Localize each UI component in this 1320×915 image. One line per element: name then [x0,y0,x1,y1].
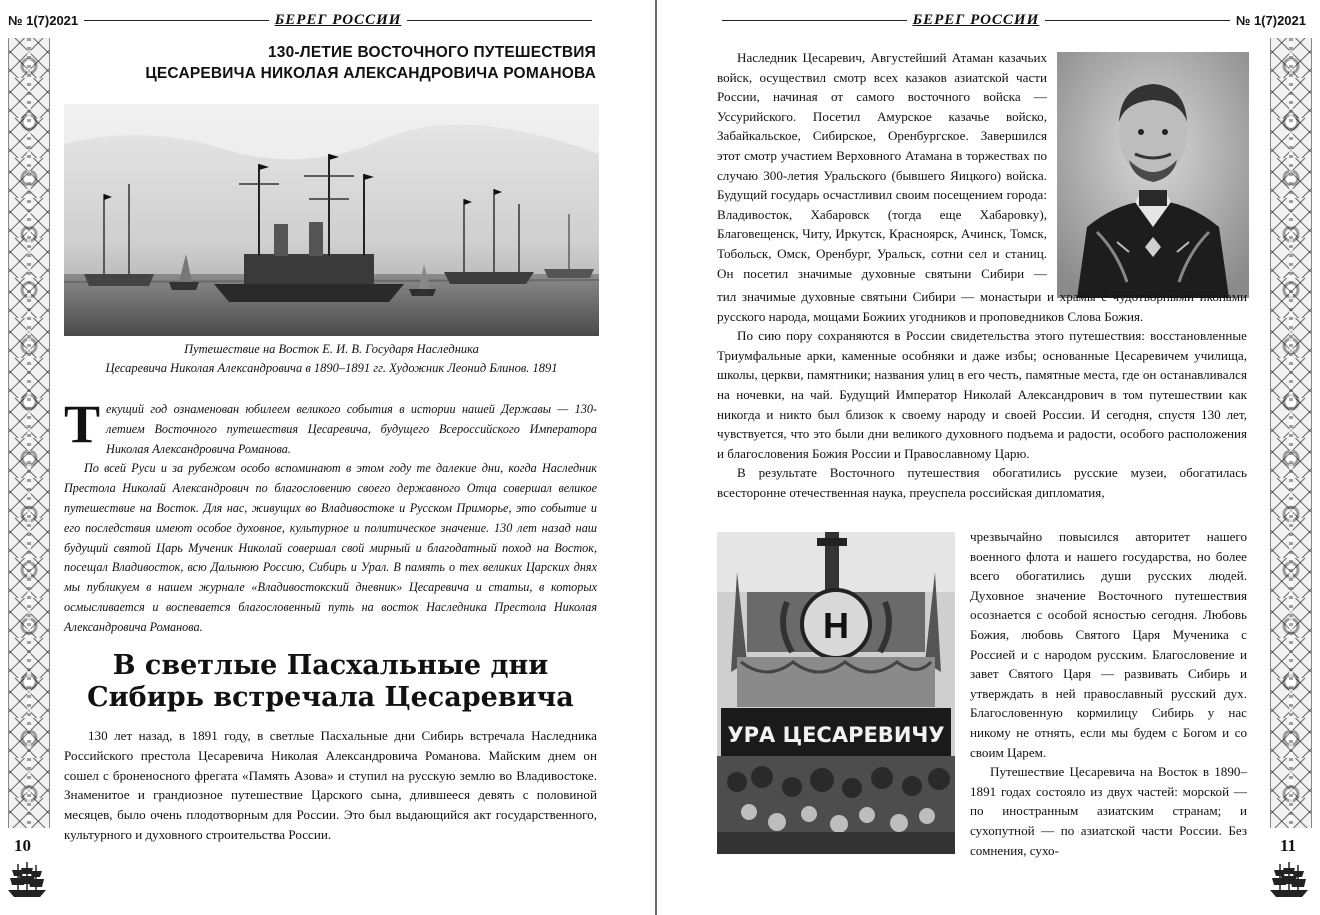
painting-fleet-image [64,104,599,336]
body-paragraph: 130 лет назад, в 1891 году, в светлые Пасхальные дни Сибирь встречала Наследника Российского престола Цесаревича Николая Александровича Романова. Майским днем он сошел с броненосного фрегата «Память Азова» и ступил на русскую землю во Владивостоке. Знаменитое и грандиозное путешествие Царского сына, длившееся девять с половиной месяцев, было очень плодотворным для России. Это был выдающийся акт государственного, культурного и духовного строительства России. [64,728,597,842]
article-title [70,42,596,84]
intro-paragraph-2: По всей Руси и за рубежом особо вспоминают в этом году те далекие дни, когда Наследник Престола Николай Александрович по благословению своего державного Отца совершал великое путешествие на Восток. Для нас, живущих во Владивостоке и Русском Приморье, это событие и его последствия имеют особое духовное, культурное и политическое значение. 130 лет назад наш будущий святой Царь Мученик Николай совершал свой мирный и благодатный поход на Восток, посещал Владивосток, всю Дальнюю Россию, Сибирь и Урал. В память о тех великих Царских днях мы публикуем в нашем журнале «Владивостокский дневник» Цесаревича и статьи, в которых осмысливается и воспевается благословенный путь на восток Наследника Престола Николая Александровича Романова. [64,461,597,634]
right-ornament-border [1270,38,1312,828]
body-paragraph: В результате Восточного путешествия обогатились русские музеи, обогатилась всесторонне отечественная наука, преуспела российская дипломатия, [717,465,1247,500]
body-text-left [64,726,597,845]
header-rule [1045,20,1230,21]
section-heading-line1: В светлые Пасхальные дни [112,650,549,681]
ship-icon [6,860,48,900]
welcome-arch-photo [717,532,955,854]
right-text-full-width [717,287,1247,503]
page-number-left: 10 [14,836,31,855]
right-text-column-bottom [970,527,1247,860]
tsarevich-portrait-image [1057,52,1249,298]
drop-cap: Т [64,394,101,454]
caption-line1: Путешествие на Восток Е. И. В. Государя Наследника [184,342,479,356]
left-page [0,0,655,915]
body-paragraph: По сию пору сохраняются в России свидетельства этого путешествия: восстановленные Триумфальные арки, каменные особняки и даже избы; основанные Цесаревичем училища, школы, церкви, памятники; названия улиц в его честь, памятные места, где он останавливался на ночевки, на чай. Будущий Император Николай Александрович в том путешествии как никогда и никто был близок к своему народу и своей России. И сегодня, спустя 130 лет, чувствуется, что это были дни великого духовного подъема и радости, особого расположения и благословения Божия России и Православному Царю. [717,328,1247,461]
magazine-title: БЕРЕГ РОССИИ [274,11,402,28]
left-ornament-border [8,38,50,828]
header-rule [407,20,592,21]
page-number-right: 11 [1280,836,1297,855]
left-header [8,10,598,30]
monogram-text: Н [823,605,849,646]
section-heading [64,650,597,714]
painting-caption [64,340,599,378]
body-paragraph: Наследник Цесаревич, Августейший Атаман казачьих войск, осуществил смотр всех казаков азиатской части России, начиная от самого восточного войска — Уссурийского. Посетил Амурское казачье войско, Забайкальское, Сибирское, Оренбургское. Завершился этот смотр участием Верховного Атамана в торжествах по случаю 300-летия Уральского (бывшего Яицкого) войска. Будущий государь осчастливил своим посещением города: Владивосток, Хабаровск (тогда еще Хабаровку), Благовещенск, Читу, Иркутск, Красноярск, Ачинск, Томск, Тобольск, Омск, Оренбург, Уральск, сотни сел и станиц. Он посетил значимые духовные святыни Сибири — [717,50,1047,281]
issue-number: № 1(7)2021 [1235,12,1306,28]
caption-line2: Цесаревича Николая Александровича в 1890–1891 гг. Художник Леонид Блинов. 1891 [105,361,558,375]
section-heading-line2: Сибирь встречала Цесаревича [87,682,574,713]
body-paragraph-cont: тил значимые духовные святыни Сибири — монастыри и храмы с чудотворными иконами русского народа, мощами Божиих угодников и проповедников Слова Божия. [717,289,1247,324]
article-intro [64,394,597,638]
article-title-line1: 130-ЛЕТИЕ ВОСТОЧНОГО ПУТЕШЕСТВИЯ [267,44,596,61]
right-header [716,10,1306,30]
body-paragraph-cont: чрезвычайно повысился авторитет нашего военного флота и нашего государства, но более всего обогатились души русских людей. Духовное значение Восточного путешествия осознается с особой ясностью сегодня. Любовь Божия, любовь Святого Царя Мученика с Россией и с народом русским. Благословение и завет Святого Царя — развивать Сибирь и утверждать в ней православный русский дух. Благословенную кормилицу Сибирь у нас никому не отнять, если мы будем с Богом и со своим Царем. [970,529,1247,760]
right-text-column-top [717,48,1047,286]
intro-paragraph [64,394,597,459]
ship-icon [1268,860,1310,900]
issue-number: № 1(7)2021 [8,12,79,28]
header-rule [722,20,907,21]
banner-text: УРА ЦЕСАРЕВИЧУ [727,723,945,747]
body-paragraph: Путешествие Цесаревича на Восток в 1890–1891 годах состояло из двух частей: морской — по иностранным азиатским странам; и сухопутной — по азиатской части России. Без сомнения, сухо- [970,764,1247,858]
header-rule [84,20,269,21]
article-title-line2: ЦЕСАРЕВИЧА НИКОЛАЯ АЛЕКСАНДРОВИЧА РОМАНОВА [145,65,596,82]
intro-paragraph-1-text: екущий год ознаменован юбилеем великого события в истории нашей Державы — 130-летием Восточного путешествия Цесаревича, будущего Всероссийского Императора Николая Александровича Романова. [106,402,597,456]
magazine-title: БЕРЕГ РОССИИ [912,11,1040,28]
